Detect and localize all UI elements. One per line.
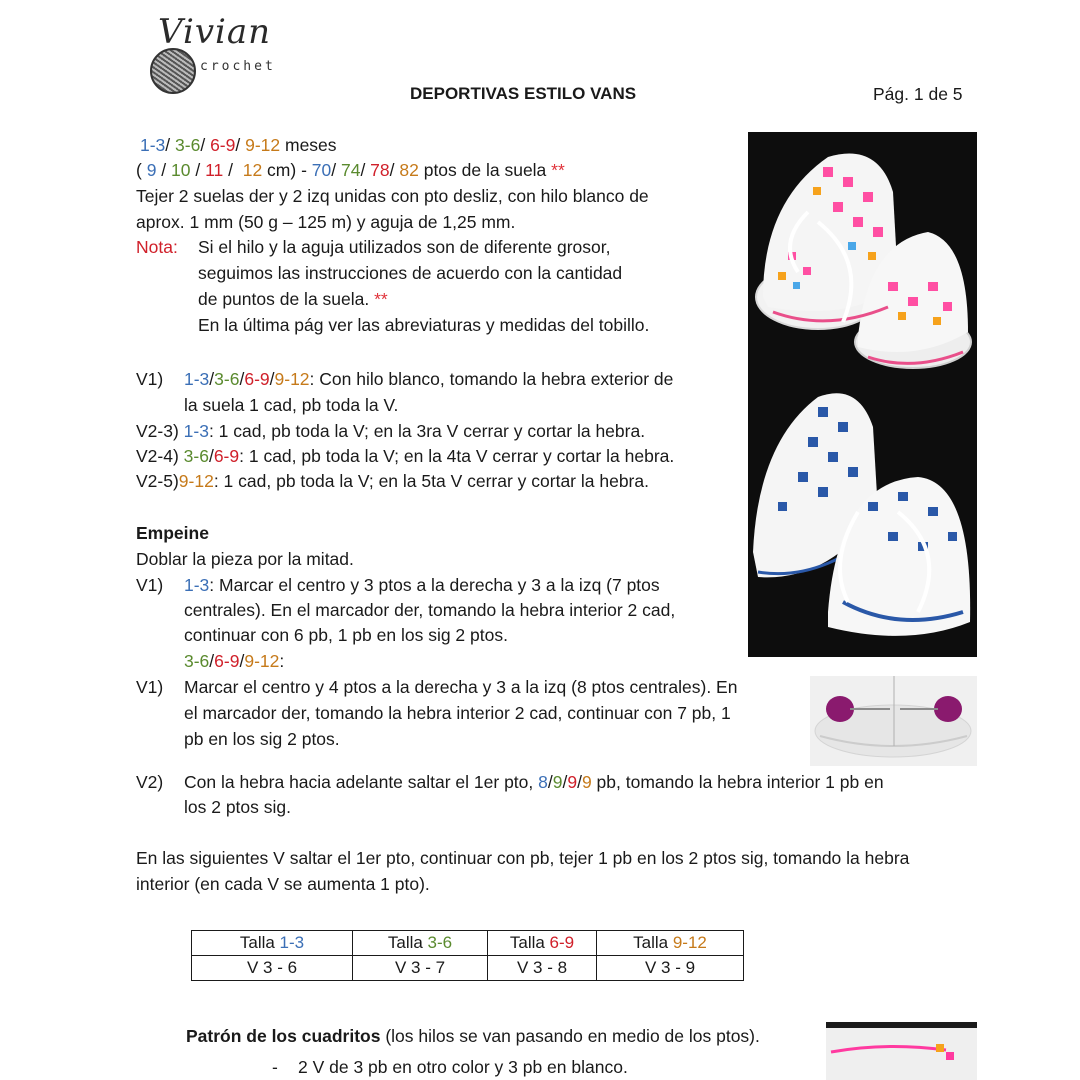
size-table-header-row — [192, 931, 744, 956]
talla-label: Talla — [509, 933, 550, 952]
empeine-v1a-line1 — [184, 573, 660, 598]
v2-5-size: 9-12 — [178, 471, 214, 491]
sole-v1-line: 1-3/3-6/6-9/9-12: Con hilo blanco, tomando la hebra exterior de — [184, 369, 674, 389]
following-rounds-line2: interior (en cada V se aumenta 1 pto). — [136, 874, 430, 894]
v2-post: pb, tomando la hebra interior 1 pb en — [591, 772, 884, 792]
pink-shoes-illustration — [748, 132, 977, 382]
intro-line-1: Tejer 2 suelas der y 2 izq unidas con pto desliz, con hilo blanco de — [136, 186, 649, 206]
empeine-v1b-sizes: 3-6/6-9/9-12: — [184, 651, 285, 671]
document-title: DEPORTIVAS ESTILO VANS — [410, 84, 637, 103]
empeine-v1a-line3: continuar con 6 pb, 1 pb en los sig 2 ptos. — [184, 625, 508, 645]
v2-5-text: : 1 cad, pb toda la V; en la 5ta V cerrar y cortar la hebra. — [213, 471, 649, 491]
photo-pattern-detail — [826, 1022, 977, 1080]
note-label: Nota: — [136, 237, 178, 257]
sole-v2-5-line — [136, 469, 649, 494]
v1a-text: : Marcar el centro y 3 ptos a la derecha y 3 a la izq (7 ptos — [209, 575, 660, 595]
note-line-3 — [198, 287, 388, 312]
photo-blue-shoes — [748, 382, 977, 657]
size-1-3: 1-3 — [140, 135, 166, 155]
size-table-header — [597, 931, 744, 956]
empeine-v1b-line2: el marcador der, tomando la hebra interior 2 cad, continuar con 7 pb, 1 — [184, 703, 731, 723]
v2-3-size: 1-3 — [183, 421, 209, 441]
months-label: meses — [280, 135, 337, 155]
following-rounds-line1: En las siguientes V saltar el 1er pto, continuar con pb, tejer 1 pb en los 2 ptos sig, tomando la hebra — [136, 848, 910, 868]
v2-3-text: : 1 cad, pb toda la V; en la 3ra V cerrar y cortar la hebra. — [208, 421, 646, 441]
photo-pink-shoes — [748, 132, 977, 382]
cm-3-6: 10 — [171, 160, 191, 180]
v1-size-9-12: 9-12 — [274, 369, 310, 389]
talla-size: 9-12 — [672, 933, 707, 952]
sole-v1-label: V1) — [136, 369, 164, 389]
size-9-12: 9-12 — [245, 135, 281, 155]
talla-size: 3-6 — [427, 933, 453, 952]
v1a-size: 1-3 — [184, 575, 210, 595]
talla-size: 6-9 — [549, 933, 575, 952]
ptos-label: ptos de la suela — [418, 160, 552, 180]
cm-9-12: 12 — [242, 160, 263, 180]
footnote-stars: ** — [551, 160, 565, 180]
cm-line: ( 9 / 10 / 11 / 12 cm) - 70/ 74/ 78/ 82 ptos de la suela ** — [136, 160, 565, 180]
blue-shoes-illustration — [748, 382, 977, 657]
v2-3-label: V2-3) — [136, 421, 184, 441]
stitch-markers-illustration — [810, 676, 977, 766]
talla-size: 1-3 — [279, 933, 305, 952]
v2-count-1-3: 8 — [538, 772, 548, 792]
cm-unit: cm) - — [262, 160, 312, 180]
v1-size-1-3: 1-3 — [184, 369, 210, 389]
size-table-cell: V 3 - 8 — [488, 956, 597, 981]
size-6-9: 6-9 — [210, 135, 236, 155]
talla-label: Talla — [239, 933, 280, 952]
empeine-v2-line1: Con la hebra hacia adelante saltar el 1er pto, 8/9/9/9 pb, tomando la hebra interior 1 pb en — [184, 772, 884, 792]
v1-size-3-6: 3-6 — [214, 369, 240, 389]
sizes-line: 1-3/ 3-6/ 6-9/ 9-12 meses — [140, 135, 337, 155]
logo-subtitle: crochet — [200, 59, 276, 74]
size-table-header — [353, 931, 488, 956]
size-table-header — [488, 931, 597, 956]
talla-label: Talla — [633, 933, 673, 952]
sole-v2-3-line — [136, 419, 645, 444]
cm-6-9: 11 — [205, 160, 224, 180]
size-3-6: 3-6 — [175, 135, 201, 155]
talla-label: Talla — [387, 933, 428, 952]
intro-line-2: aprox. 1 mm (50 g – 125 m) y aguja de 1,25 mm. — [136, 212, 516, 232]
size-table-row — [192, 956, 744, 981]
yarn-ball-icon — [150, 48, 196, 94]
empeine-v2-label: V2) — [136, 772, 164, 792]
v2-count-6-9: 9 — [567, 772, 578, 792]
empeine-v1b-line3: pb en los sig 2 ptos. — [184, 729, 340, 749]
size-table-cell: V 3 - 6 — [192, 956, 353, 981]
v1-size-6-9: 6-9 — [244, 369, 270, 389]
ptos-3-6: 74 — [340, 160, 361, 180]
v2-4-text: : 1 cad, pb toda la V; en la 4ta V cerrar y cortar la hebra. — [239, 446, 675, 466]
v1b-size-3-6: 3-6 — [184, 651, 210, 671]
size-table-header — [192, 931, 353, 956]
empeine-v1a-label: V1) — [136, 575, 164, 595]
page-number: Pág. 1 de 5 — [873, 84, 963, 104]
v2-4-label: V2-4) — [136, 446, 184, 466]
size-table — [191, 930, 744, 981]
photo-stitch-markers — [810, 676, 977, 766]
empeine-v1b-line1: Marcar el centro y 4 ptos a la derecha y 3 a la izq (8 ptos centrales). En — [184, 677, 738, 697]
v1b-size-6-9: 6-9 — [214, 651, 240, 671]
sole-v1-cont: la suela 1 cad, pb toda la V. — [184, 395, 399, 415]
pattern-bullet: - — [272, 1057, 278, 1077]
pattern-detail-illustration — [826, 1022, 977, 1080]
empeine-fold: Doblar la pieza por la mitad. — [136, 549, 354, 569]
brand-logo — [148, 4, 298, 96]
ptos-1-3: 70 — [311, 160, 332, 180]
v1b-size-9-12: 9-12 — [244, 651, 280, 671]
ptos-9-12: 82 — [399, 160, 419, 180]
v2-5-label: V2-5) — [136, 471, 179, 491]
note-line-2: seguimos las instrucciones de acuerdo con la cantidad — [198, 263, 623, 283]
note-stars: ** — [374, 289, 388, 309]
empeine-v2-line2: los 2 ptos sig. — [184, 797, 291, 817]
cm-1-3: 9 — [146, 160, 157, 180]
empeine-v1a-line2: centrales). En el marcador der, tomando la hebra interior 2 cad, — [184, 600, 676, 620]
note-line-3-text: de puntos de la suela. — [198, 289, 375, 309]
v2-4-size-a: 3-6 — [183, 446, 209, 466]
pattern-item-1: 2 V de 3 pb en otro color y 3 pb en blanco. — [298, 1057, 628, 1077]
v1-text: : Con hilo blanco, tomando la hebra exterior de — [309, 369, 674, 389]
sole-v2-4-line: V2-4) 3-6/6-9: 1 cad, pb toda la V; en la 4ta V cerrar y cortar la hebra. — [136, 446, 675, 466]
v2-count-9-12: 9 — [581, 772, 592, 792]
size-table-cell: V 3 - 9 — [597, 956, 744, 981]
logo-script: Vivian — [158, 12, 272, 52]
v2-count-3-6: 9 — [552, 772, 563, 792]
pattern-heading-rest: (los hilos se van pasando en medio de los ptos). — [380, 1026, 760, 1046]
pattern-heading: Patrón de los cuadritos — [186, 1026, 381, 1046]
ptos-6-9: 78 — [370, 160, 390, 180]
empeine-v1b-label: V1) — [136, 677, 164, 697]
empeine-heading: Empeine — [136, 523, 209, 543]
note-line-1: Si el hilo y la aguja utilizados son de diferente grosor, — [198, 237, 611, 257]
pattern-heading-line — [186, 1024, 760, 1049]
v2-4-size-b: 6-9 — [213, 446, 240, 466]
v2-pre: Con la hebra hacia adelante saltar el 1er pto, — [184, 772, 539, 792]
note-line-4: En la última pág ver las abreviaturas y medidas del tobillo. — [198, 315, 650, 335]
size-table-cell: V 3 - 7 — [353, 956, 488, 981]
